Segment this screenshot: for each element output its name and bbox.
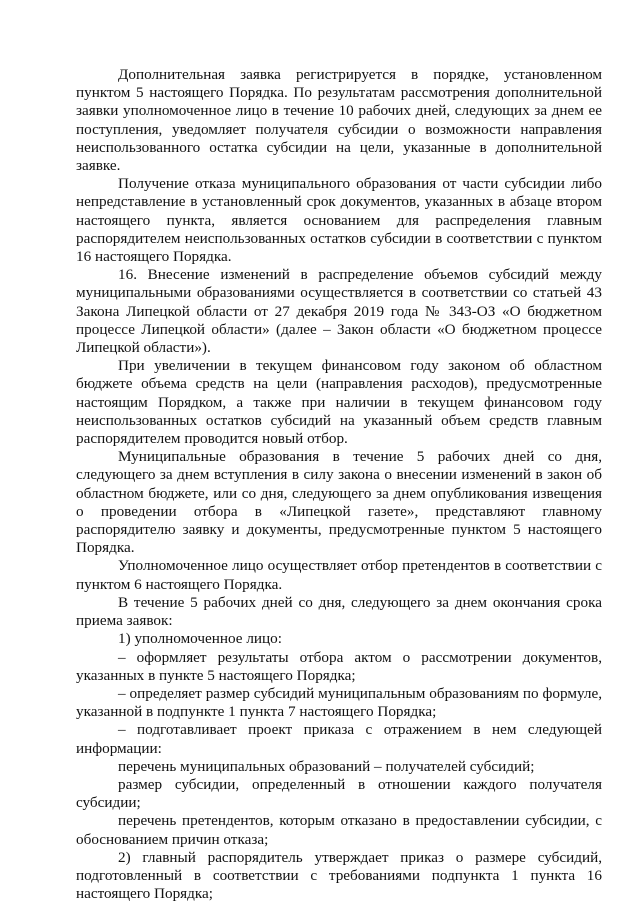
paragraph-budget-increase: При увеличении в текущем финансовом году законом об областном бюджете объема средств на цели (направления расходов), предусмотренные настоящим Порядком, а также при наличии в текущем финансовом году неиспользованных остатков субсидий на указанный объем средств главным распорядителем проводится новый отбор. (76, 357, 602, 448)
list-item-formula: – определяет размер субсидий муниципальным образованиям по формуле, указанной в подпункте 1 пункта 7 настоящего Порядка; (76, 684, 602, 721)
list-item-main-manager: 2) главный распорядитель утверждает приказ о размере субсидий, подготовленный в соответствии с требованиями подпункта 1 пункта 16 настоящего Порядка; (76, 848, 602, 903)
list-item-refused: перечень претендентов, которым отказано в предоставлении субсидии, с обоснованием причин отказа; (76, 812, 602, 848)
paragraph-deadline: В течение 5 рабочих дней со дня, следующего за днем окончания срока приема заявок: (76, 593, 602, 630)
list-item-act: – оформляет результаты отбора актом о рассмотрении документов, указанных в пункте 5 настоящего Порядка; (76, 648, 602, 684)
document-page (76, 66, 602, 903)
paragraph-16: 16. Внесение изменений в распределение объемов субсидий между муниципальными образованиями осуществляется в соответствии со статьей 43 Закона Липецкой области от 27 декабря 2019 года № 343-ОЗ «О бюджетном процессе Липецкой области» (далее – Закон области «О бюджетном процессе Липецкой области»). (76, 266, 602, 357)
list-item-draft-order: – подготавливает проект приказа с отражением в нем следующей информации: (76, 721, 602, 757)
list-item-recipients: перечень муниципальных образований – получателей субсидий; (118, 757, 535, 775)
paragraph-selection: Уполномоченное лицо осуществляет отбор претендентов в соответствии с пунктом 6 настоящего Порядка. (76, 557, 602, 593)
paragraph-additional-application: Дополнительная заявка регистрируется в порядке, установленном пунктом 5 настоящего Порядка. По результатам рассмотрения дополнительной заявки уполномоченное лицо в течение 10 рабочих дней, следующих за днем ее поступления, уведомляет получателя субсидии о возможности направления неиспользованного остатка субсидии на цели, указанные в дополнительной заявке. (76, 66, 602, 175)
list-item-authorized-person: 1) уполномоченное лицо: (118, 630, 282, 648)
paragraph-refusal: Получение отказа муниципального образования от части субсидии либо непредставление в установленный срок документов, указанных в абзаце втором настоящего пункта, является основанием для распределения главным распорядителем неиспользованных остатков субсидии в соответствии с пунктом 16 настоящего Порядка. (76, 175, 602, 266)
paragraph-municipal-application: Муниципальные образования в течение 5 рабочих дней со дня, следующего за днем вступления в силу закона о внесении изменений в закон об областном бюджете, или со дня, следующего за днем опубликования извещения о проведении отбора в «Липецкой газете», представляют главному распорядителю заявку и документы, предусмотренные пунктом 5 настоящего Порядка. (76, 448, 602, 557)
list-item-subsidy-size: размер субсидии, определенный в отношении каждого получателя субсидии; (76, 775, 602, 812)
